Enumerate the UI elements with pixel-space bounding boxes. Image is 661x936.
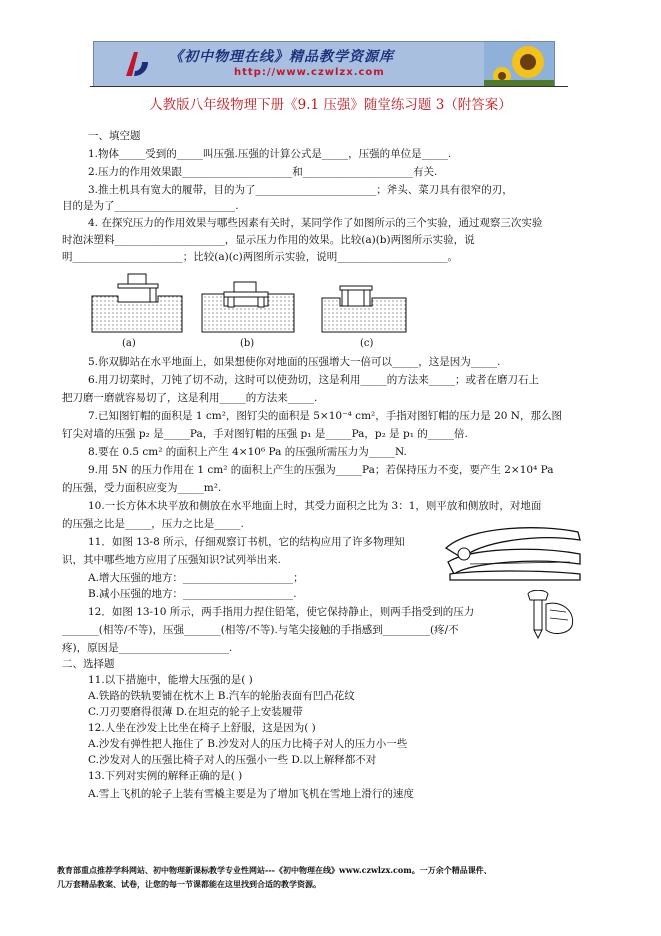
question-3: 3.推土机具有宽大的履带，目的为了_______________________；斧头、菜刀具有很窄的刃， xyxy=(88,184,513,196)
question-4-cont2: 明_____________________；比较(a)(c)两图所示实验，说明_____________________。 xyxy=(62,251,459,263)
question-6: 6.用刀切菜时，刀钝了切不动，这时可以使劲切，这是利用_____的方法来_____；或者在磨刀石上 xyxy=(88,374,540,386)
sunflower-image xyxy=(484,42,554,86)
figure-c xyxy=(322,286,406,332)
choice-12-ab: A.沙发有弹性把人拖住了 B.沙发对人的压力比椅子对人的压力小一些 xyxy=(88,738,408,750)
logo-icon xyxy=(122,48,152,80)
question-5: 5.你双脚站在水平地面上，如果想使你对地面的压强增大一倍可以_____，这是因为_____. xyxy=(88,356,501,368)
question-12-fill-cont2: 疼)，原因是_____________________. xyxy=(62,642,233,654)
question-11-fill: 11．如图 13-8 所示，仔细观察订书机，它的结构应用了许多物理知 xyxy=(88,536,405,548)
question-6-cont: 把刀磨一磨就容易切了，这是利用_____的方法来_____. xyxy=(62,392,318,404)
question-10-cont: 的压强之比是_____，压力之比是_____. xyxy=(62,518,244,530)
question-11-fill-cont: 识，其中哪些地方应用了压强知识?试列举出来. xyxy=(62,554,281,566)
figure-b xyxy=(202,282,294,332)
question-12-fill-cont: _______(相等/不等)，压强_______(相等/不等).与笔尖接触的手指感到_________(疼/不 xyxy=(62,624,459,636)
question-1: 1.物体_____受到的_____叫压强.压强的计算公式是_____，压强的单位是_____. xyxy=(88,148,452,160)
choice-12-cd: C.沙发对人的压强比椅子对人的压强小一些 D.以上解释都不对 xyxy=(88,754,377,766)
section-heading-fill-in: 一、填空题 xyxy=(88,130,141,142)
choice-11-ab: A.铁路的铁轨要铺在枕木上 B.汽车的轮胎表面有凹凸花纹 xyxy=(88,690,355,702)
choice-13-a: A.雪上飞机的轮子上装有雪橇主要是为了增加飞机在雪地上滑行的速度 xyxy=(88,788,414,800)
foam-experiment-figure xyxy=(88,272,418,340)
question-9: 9.用 5N 的压力作用在 1 cm² 的面积上产生的压强为_____Pa；若保持压力不变，要产生 2×10⁴ Pa xyxy=(88,464,554,476)
figure-caption-a: (a) xyxy=(122,338,136,349)
choice-12: 12.人坐在沙发上比坐在椅子上舒服，这是因为( ) xyxy=(88,722,316,734)
question-12-fill: 12．如图 13-10 所示，两手指用力捏住铅笔，使它保持静止，则两手指受到的压力 xyxy=(88,606,475,618)
question-4-cont: 时泡沫塑料_____________________，显示压力作用的效果。比较(a)(b)两图所示实验，说 xyxy=(62,234,475,246)
question-11-option-a: A.增大压强的地方：_____________________； xyxy=(88,572,304,584)
question-9-cont: 的压强，受力面积应变为_____m². xyxy=(62,482,222,494)
pencil-fingers-figure xyxy=(520,590,580,640)
figure-caption-b: (b) xyxy=(240,338,255,349)
footer-line-1: 教育部重点推荐学科网站、初中物理新课标教学专业性网站---《初中物理在线》www.czwlzx.com。一万余个精品课件、 xyxy=(57,865,492,875)
document-title: 人教版八年级物理下册《9.1 压强》随堂练习题 3（附答案） xyxy=(149,97,512,113)
choice-11: 11.以下措施中，能增大压强的是( ) xyxy=(88,674,253,686)
footer-line-2: 几万套精品教案、试卷，让您的每一节课都能在这里找到合适的教学资源。 xyxy=(57,879,321,889)
section-heading-choice: 二、选择题 xyxy=(62,658,115,670)
stapler-figure xyxy=(440,518,586,588)
choice-11-cd: C.刀刃要磨得很薄 D.在坦克的轮子上安装履带 xyxy=(88,706,303,718)
header-banner xyxy=(93,41,555,87)
figure-caption-c: (c) xyxy=(360,338,374,349)
choice-13: 13.下列对实例的解释正确的是( ) xyxy=(88,770,243,782)
question-4: 4. 在探究压力的作用效果与哪些因素有关时，某同学作了如图所示的三个实验，通过观察三次实验 xyxy=(88,217,543,229)
question-7-cont: 钉尖对墙的压强 p₂ 是_____Pa，手对图钉帽的压强 p₁ 是_____Pa，p₂ 是 p₁ 的_____倍. xyxy=(62,428,468,440)
question-3-cont: 目的是为了_______________________. xyxy=(62,200,239,212)
header-rule xyxy=(90,86,568,87)
question-10: 10.一长方体木块平放和侧放在水平地面上时，其受力面积之比为 3：1，则平放和侧放时，对地面 xyxy=(88,500,542,512)
question-8: 8.要在 0.5 cm² 的面积上产生 4×10⁶ Pa 的压强所需压力为_____N. xyxy=(88,446,407,458)
figure-a xyxy=(92,274,182,332)
banner-title: 《初中物理在线》精品教学资源库 xyxy=(169,49,394,65)
question-2: 2.压力的作用效果跟_____________________和_____________________有关. xyxy=(88,166,438,178)
question-7: 7.已知图钉帽的面积是 1 cm²，图钉尖的面积是 5×10⁻⁴ cm²，手指对图钉帽的压力是 20 N，那么图 xyxy=(88,410,562,422)
question-11-option-b: B.减小压强的地方：_____________________. xyxy=(88,588,297,600)
banner-url[interactable]: http://www.czwlzx.com xyxy=(234,67,385,78)
